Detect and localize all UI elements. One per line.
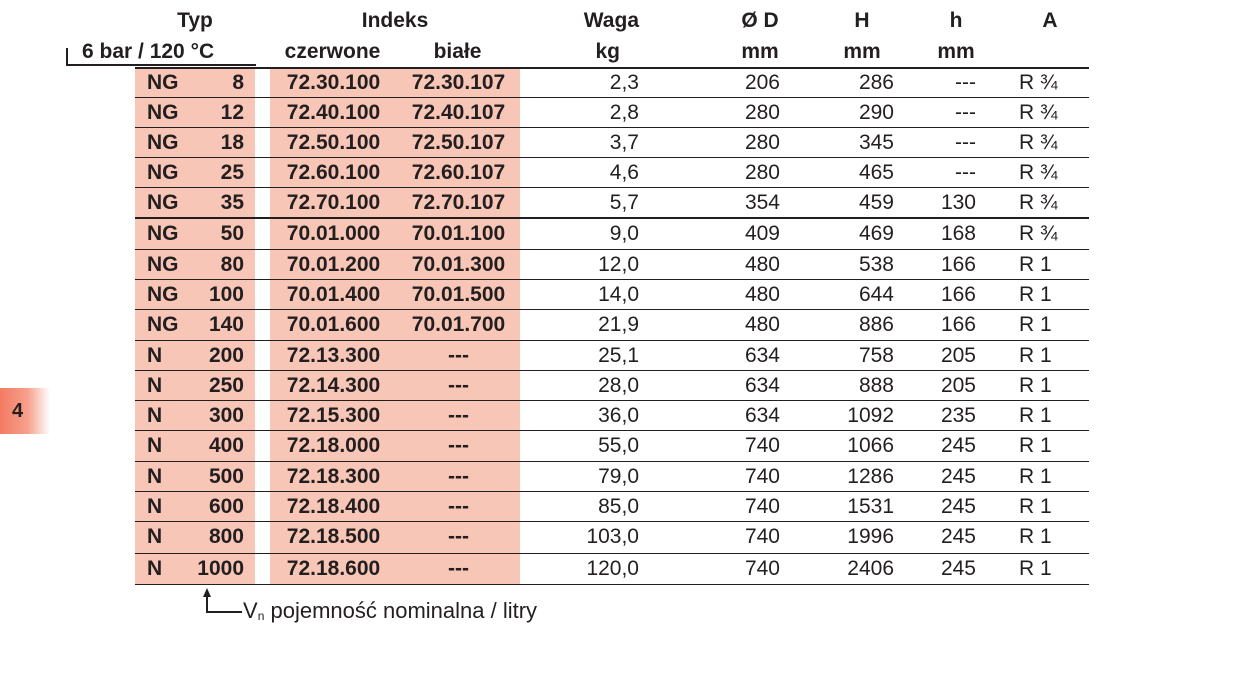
cell-series: N: [147, 374, 163, 397]
cell-diameter: 354: [744, 191, 780, 214]
cell-biale: ---: [448, 344, 469, 367]
cell-height: 758: [858, 344, 894, 367]
table-row: [0, 188, 1245, 218]
cell-biale: ---: [448, 525, 469, 548]
cell-diameter: 740: [744, 465, 780, 488]
cell-series: NG: [147, 313, 179, 336]
cell-waga: 3,7: [609, 131, 639, 154]
cell-diameter: 740: [744, 557, 780, 580]
cell-czerwone: 72.60.100: [286, 161, 381, 184]
table-row: [0, 554, 1245, 584]
cell-height: 2406: [847, 557, 894, 580]
table-row: [0, 401, 1245, 431]
header-czerwone: czerwone: [284, 40, 381, 63]
footnote-text: pojemność nominalna / litry: [264, 598, 538, 623]
cell-h: 245: [940, 465, 976, 488]
header-height-unit: mm: [843, 40, 881, 63]
cell-waga: 25,1: [598, 344, 639, 367]
cell-waga: 36,0: [598, 404, 639, 427]
cell-biale: 70.01.100: [411, 222, 506, 245]
row-separator: [135, 584, 1089, 585]
cell-a: R ¾: [1019, 222, 1058, 245]
cell-a: R 1: [1019, 313, 1052, 336]
header-typ: Typ: [177, 9, 213, 32]
footnote: [243, 597, 537, 630]
cell-height: 286: [858, 71, 894, 94]
cell-czerwone: 72.18.600: [286, 557, 381, 580]
cell-a: R ¾: [1019, 191, 1058, 214]
cell-diameter: 409: [744, 222, 780, 245]
cell-series: N: [147, 344, 163, 367]
cell-diameter: 634: [744, 404, 780, 427]
table-row: [0, 68, 1245, 98]
cell-h: ---: [955, 101, 976, 124]
cell-series: NG: [147, 283, 179, 306]
cell-a: R 1: [1019, 557, 1052, 580]
cell-size: 18: [220, 131, 244, 154]
cell-size: 500: [208, 465, 244, 488]
cell-a: R ¾: [1019, 71, 1058, 94]
cell-waga: 14,0: [598, 283, 639, 306]
header-h: h: [949, 9, 963, 32]
cell-waga: 21,9: [598, 313, 639, 336]
cell-diameter: 480: [744, 313, 780, 336]
cell-czerwone: 72.40.100: [286, 101, 381, 124]
cell-size: 200: [208, 344, 244, 367]
cell-biale: 70.01.700: [411, 313, 506, 336]
cell-a: R ¾: [1019, 161, 1058, 184]
cell-waga: 12,0: [598, 253, 639, 276]
cell-series: NG: [147, 101, 179, 124]
table-row: [0, 158, 1245, 188]
cell-czerwone: 72.30.100: [286, 71, 381, 94]
table-row: [0, 280, 1245, 310]
cell-biale: 70.01.300: [411, 253, 506, 276]
cell-height: 459: [858, 191, 894, 214]
cell-h: ---: [955, 161, 976, 184]
cell-height: 1092: [847, 404, 894, 427]
bracket-horizontal: [66, 64, 256, 66]
cell-czerwone: 70.01.000: [286, 222, 381, 245]
cell-h: 166: [940, 253, 976, 276]
chapter-tab: [0, 388, 50, 434]
cell-waga: 103,0: [586, 525, 639, 548]
cell-size: 8: [232, 71, 244, 94]
cell-czerwone: 72.15.300: [286, 404, 381, 427]
cell-a: R 1: [1019, 465, 1052, 488]
cell-a: R 1: [1019, 374, 1052, 397]
table-row: [0, 250, 1245, 280]
table-row: [0, 522, 1245, 552]
header-indeks: Indeks: [361, 9, 429, 32]
cell-h: 166: [940, 283, 976, 306]
cell-diameter: 740: [744, 495, 780, 518]
cell-a: R 1: [1019, 404, 1052, 427]
cell-waga: 55,0: [598, 434, 639, 457]
cell-series: NG: [147, 71, 179, 94]
cell-height: 1531: [847, 495, 894, 518]
cell-biale: 70.01.500: [411, 283, 506, 306]
cell-a: R 1: [1019, 525, 1052, 548]
cell-a: R 1: [1019, 253, 1052, 276]
cell-size: 35: [220, 191, 244, 214]
header-waga: Waga: [583, 9, 639, 32]
cell-diameter: 280: [744, 161, 780, 184]
table-row: [0, 462, 1245, 492]
cell-waga: 2,8: [609, 101, 639, 124]
cell-czerwone: 70.01.600: [286, 313, 381, 336]
cell-height: 290: [858, 101, 894, 124]
cell-height: 644: [858, 283, 894, 306]
cell-series: N: [147, 495, 163, 518]
cell-series: NG: [147, 161, 179, 184]
header-biale: białe: [433, 40, 482, 63]
cell-h: 205: [940, 344, 976, 367]
cell-czerwone: 72.14.300: [286, 374, 381, 397]
table-row: [0, 341, 1245, 371]
cell-h: 245: [940, 557, 976, 580]
cell-czerwone: 72.18.000: [286, 434, 381, 457]
table-row: [0, 371, 1245, 401]
cell-size: 800: [208, 525, 244, 548]
cell-size: 1000: [197, 557, 244, 580]
cell-diameter: 280: [744, 101, 780, 124]
cell-czerwone: 72.50.100: [286, 131, 381, 154]
header-height: H: [854, 9, 870, 32]
cell-biale: ---: [448, 404, 469, 427]
cell-h: ---: [955, 71, 976, 94]
cell-h: 235: [940, 404, 976, 427]
cell-series: N: [147, 404, 163, 427]
cell-h: 205: [940, 374, 976, 397]
cell-height: 469: [858, 222, 894, 245]
cell-diameter: 480: [744, 253, 780, 276]
cell-biale: 72.30.107: [411, 71, 506, 94]
cell-height: 538: [858, 253, 894, 276]
header-typ-sub: 6 bar / 120 °C: [82, 40, 215, 63]
cell-biale: ---: [448, 465, 469, 488]
cell-height: 1996: [847, 525, 894, 548]
cell-diameter: 480: [744, 283, 780, 306]
header-diameter: Ø D: [741, 9, 779, 32]
cell-series: NG: [147, 131, 179, 154]
cell-waga: 85,0: [598, 495, 639, 518]
cell-czerwone: 70.01.200: [286, 253, 381, 276]
cell-h: 166: [940, 313, 976, 336]
cell-a: R 1: [1019, 283, 1052, 306]
cell-series: N: [147, 557, 163, 580]
cell-waga: 9,0: [609, 222, 639, 245]
cell-series: NG: [147, 191, 179, 214]
cell-diameter: 740: [744, 434, 780, 457]
cell-size: 400: [208, 434, 244, 457]
cell-biale: ---: [448, 557, 469, 580]
cell-height: 465: [858, 161, 894, 184]
cell-a: R 1: [1019, 434, 1052, 457]
footnote-subscript: n: [257, 609, 265, 623]
cell-series: NG: [147, 222, 179, 245]
cell-biale: 72.70.107: [411, 191, 506, 214]
cell-size: 600: [208, 495, 244, 518]
header-h-unit: mm: [937, 40, 975, 63]
cell-h: 245: [940, 525, 976, 548]
cell-size: 140: [208, 313, 244, 336]
table-row: [0, 219, 1245, 249]
cell-size: 25: [220, 161, 244, 184]
cell-height: 888: [858, 374, 894, 397]
cell-series: NG: [147, 253, 179, 276]
cell-waga: 28,0: [598, 374, 639, 397]
cell-waga: 4,6: [609, 161, 639, 184]
cell-a: R 1: [1019, 495, 1052, 518]
table-row: [0, 98, 1245, 128]
cell-series: N: [147, 525, 163, 548]
cell-a: R 1: [1019, 344, 1052, 367]
table-row: [0, 128, 1245, 158]
cell-size: 80: [220, 253, 244, 276]
table-row: [0, 310, 1245, 340]
cell-h: 130: [940, 191, 976, 214]
cell-height: 345: [858, 131, 894, 154]
cell-czerwone: 72.18.400: [286, 495, 381, 518]
cell-size: 100: [208, 283, 244, 306]
table-row: [0, 431, 1245, 461]
cell-h: ---: [955, 131, 976, 154]
cell-height: 1286: [847, 465, 894, 488]
header-diameter-unit: mm: [741, 40, 779, 63]
cell-a: R ¾: [1019, 101, 1058, 124]
cell-height: 886: [858, 313, 894, 336]
cell-size: 300: [208, 404, 244, 427]
cell-biale: 72.60.107: [411, 161, 506, 184]
cell-czerwone: 70.01.400: [286, 283, 381, 306]
cell-diameter: 206: [744, 71, 780, 94]
cell-series: N: [147, 465, 163, 488]
cell-h: 168: [940, 222, 976, 245]
cell-diameter: 634: [744, 374, 780, 397]
cell-czerwone: 72.13.300: [286, 344, 381, 367]
cell-waga: 5,7: [609, 191, 639, 214]
cell-biale: 72.50.107: [411, 131, 506, 154]
table-row: [0, 492, 1245, 522]
footnote-symbol: V: [243, 598, 258, 623]
cell-size: 250: [208, 374, 244, 397]
cell-biale: ---: [448, 434, 469, 457]
header-a: A: [1042, 9, 1058, 32]
cell-biale: ---: [448, 374, 469, 397]
header-waga-unit: kg: [595, 40, 620, 63]
cell-size: 12: [220, 101, 244, 124]
chapter-tab-label: 4: [12, 400, 24, 422]
cell-biale: ---: [448, 495, 469, 518]
cell-diameter: 740: [744, 525, 780, 548]
cell-height: 1066: [847, 434, 894, 457]
cell-size: 50: [220, 222, 244, 245]
cell-h: 245: [940, 434, 976, 457]
cell-czerwone: 72.70.100: [286, 191, 381, 214]
cell-series: N: [147, 434, 163, 457]
cell-diameter: 280: [744, 131, 780, 154]
cell-waga: 79,0: [598, 465, 639, 488]
cell-czerwone: 72.18.500: [286, 525, 381, 548]
cell-waga: 120,0: [586, 557, 639, 580]
cell-a: R ¾: [1019, 131, 1058, 154]
cell-h: 245: [940, 495, 976, 518]
cell-czerwone: 72.18.300: [286, 465, 381, 488]
cell-diameter: 634: [744, 344, 780, 367]
footnote-arrow-icon: [200, 586, 242, 616]
cell-waga: 2,3: [609, 71, 639, 94]
cell-biale: 72.40.107: [411, 101, 506, 124]
